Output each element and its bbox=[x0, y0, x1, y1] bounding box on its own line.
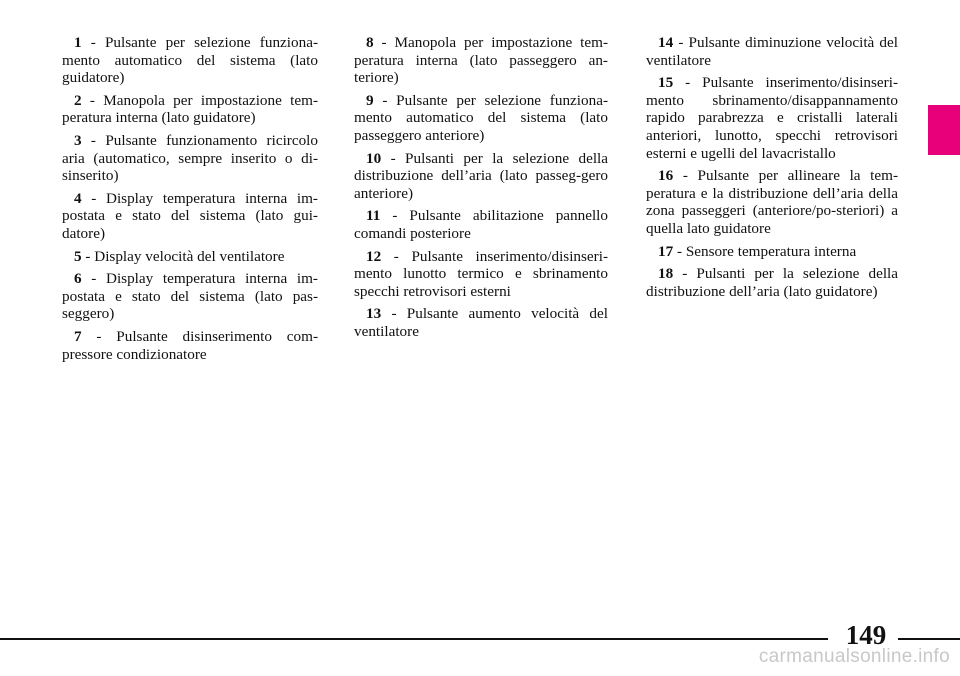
item-number: 12 bbox=[366, 247, 382, 265]
item-text: - Pulsante diminuzione velocità del ventilatore bbox=[646, 34, 898, 69]
column-1 bbox=[62, 34, 318, 368]
item-text: - Pulsante inserimento/disinseri-mento lunotto termico e sbrinamento specchi retrovisori esterni bbox=[354, 247, 608, 300]
legend-item bbox=[646, 265, 898, 300]
watermark: carmanualsonline.info bbox=[758, 646, 950, 667]
legend-item bbox=[354, 248, 608, 301]
item-number: 8 bbox=[366, 34, 374, 51]
item-text: - Manopola per impostazione tem-peratura interna (lato passeggero an-teriore) bbox=[354, 34, 608, 87]
item-number: 5 bbox=[74, 247, 82, 265]
item-text: - Pulsanti per la selezione della distribuzione dell’aria (lato passeg-gero anteriore) bbox=[354, 149, 608, 202]
legend-item bbox=[62, 248, 318, 266]
legend-item bbox=[354, 92, 608, 145]
item-number: 17 bbox=[658, 242, 674, 260]
legend-item bbox=[62, 92, 318, 127]
item-text: - Manopola per impostazione tem-peratura interna (lato guidatore) bbox=[62, 91, 318, 127]
item-number: 13 bbox=[366, 305, 382, 323]
legend-item bbox=[354, 305, 608, 340]
item-number: 10 bbox=[366, 149, 382, 167]
item-number: 6 bbox=[74, 270, 82, 288]
item-number: 9 bbox=[366, 91, 374, 109]
item-number: 11 bbox=[366, 207, 381, 225]
item-number: 15 bbox=[658, 74, 674, 92]
item-number: 3 bbox=[74, 131, 82, 149]
legend-item bbox=[354, 207, 608, 242]
page-number: 149 bbox=[845, 620, 887, 650]
legend-item bbox=[62, 34, 318, 87]
legend-item bbox=[62, 270, 318, 323]
item-text: - Pulsante funzionamento ricircolo aria (automatico, sempre inserito o di-sinserito) bbox=[62, 131, 318, 185]
legend-item bbox=[62, 328, 318, 363]
footer-rule-right bbox=[898, 638, 960, 640]
legend-item bbox=[646, 34, 898, 69]
item-number: 14 bbox=[658, 34, 674, 51]
item-text: - Pulsante per allineare la tem-peratura e la distribuzione dell’aria della zona passeggeri (anteriore/po-steriori) a quella lato guidatore bbox=[646, 167, 898, 237]
footer-rule-left bbox=[0, 638, 828, 640]
item-text: - Pulsante per selezione funziona-mento automatico del sistema (lato guidatore) bbox=[62, 34, 318, 87]
item-text: - Pulsante aumento velocità del ventilatore bbox=[354, 305, 608, 340]
legend-item bbox=[354, 150, 608, 203]
item-text: - Pulsanti per la selezione della distribuzione dell’aria (lato guidatore) bbox=[646, 265, 898, 300]
legend-item bbox=[646, 167, 898, 237]
item-number: 4 bbox=[74, 189, 82, 207]
item-text: - Pulsante abilitazione pannello comandi posteriore bbox=[354, 207, 608, 242]
item-text: - Display temperatura interna im-postata e stato del sistema (lato gui-datore) bbox=[62, 189, 318, 242]
column-3 bbox=[646, 34, 898, 305]
item-text: - Display velocità del ventilatore bbox=[81, 247, 285, 265]
legend-item bbox=[646, 243, 898, 261]
item-text: - Pulsante per selezione funziona-mento automatico del sistema (lato passeggero anteriore) bbox=[354, 91, 608, 144]
item-text: - Display temperatura interna im-postata e stato del sistema (lato pas-seggero) bbox=[62, 270, 318, 323]
item-number: 1 bbox=[74, 34, 82, 51]
section-tab-marker bbox=[928, 105, 960, 155]
item-number: 7 bbox=[74, 327, 82, 345]
legend-item bbox=[354, 34, 608, 87]
legend-item bbox=[646, 74, 898, 162]
item-number: 18 bbox=[658, 265, 674, 283]
item-text: - Pulsante inserimento/disinseri-mento sbrinamento/disappannamento rapido parabrezza e cristalli laterali anteriori, lunotto, specchi retrovisori esterni e ugelli del lavacristallo bbox=[646, 74, 898, 162]
item-text: - Sensore temperatura interna bbox=[673, 242, 857, 260]
item-text: - Pulsante disinserimento com-pressore condizionatore bbox=[62, 327, 318, 363]
item-number: 2 bbox=[74, 91, 82, 109]
legend-item bbox=[62, 190, 318, 243]
legend-item bbox=[62, 132, 318, 185]
column-2 bbox=[354, 34, 608, 346]
item-number: 16 bbox=[658, 167, 674, 185]
